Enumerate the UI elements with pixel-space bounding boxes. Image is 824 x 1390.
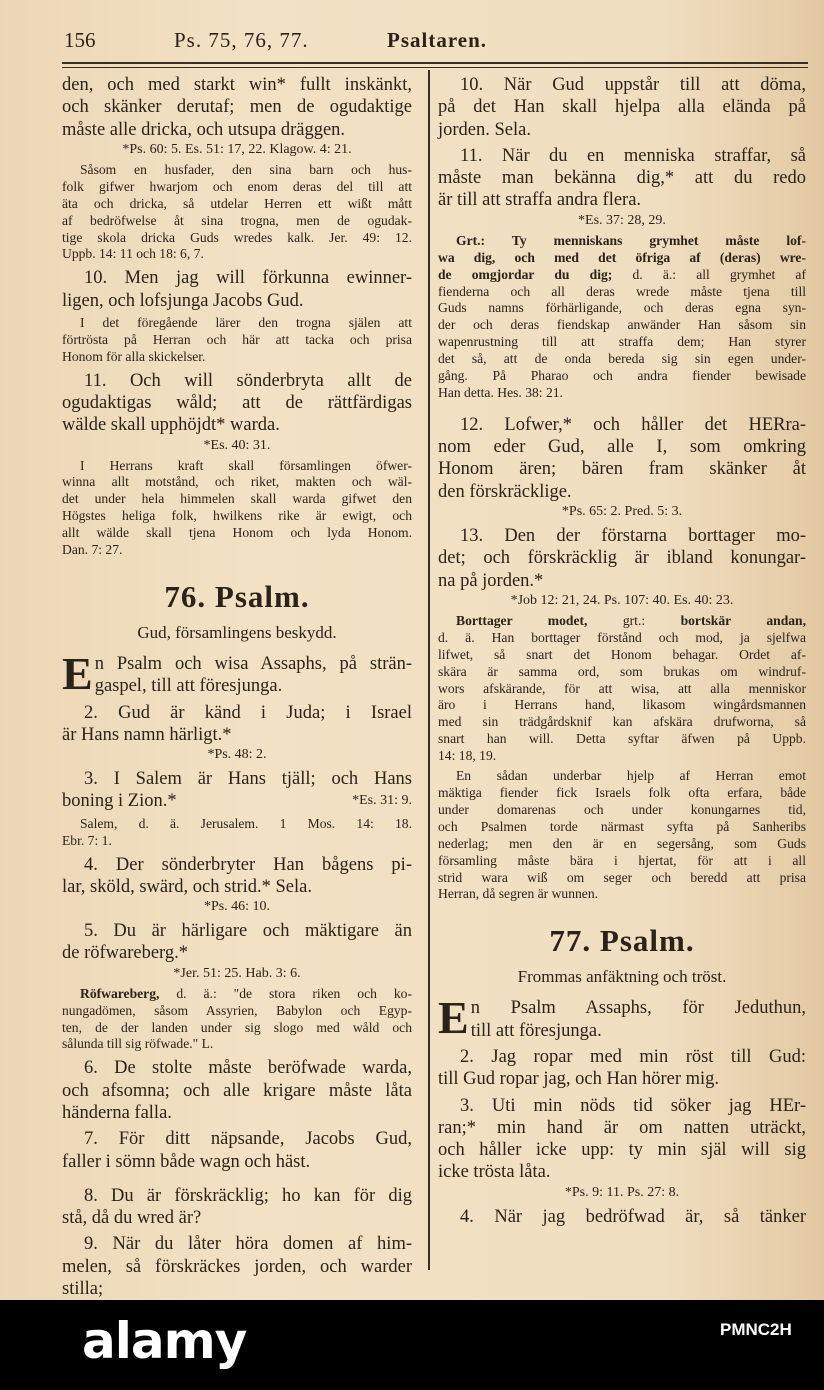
verse (62, 1128, 412, 1173)
chapter-range: Ps. 75, 76, 77. (174, 28, 309, 52)
text-line: faller i sömn både wagn och häst. (62, 1151, 311, 1172)
commentary-note (62, 816, 412, 850)
commentary-note (62, 986, 412, 1054)
text-line: händerna falla. (62, 1102, 172, 1123)
verse (62, 702, 412, 747)
text-line: nederlag; men den är en segersång, som Guds (438, 835, 806, 851)
verse (62, 1233, 412, 1300)
text-line: melen, så förskräckes jorden, och warder (62, 1256, 412, 1277)
verse (438, 1095, 806, 1184)
commentary-note (438, 613, 806, 765)
psalm-subtitle: Gud, församlingens beskydd. (137, 622, 337, 642)
text-line: är Hans namn härligt.* (62, 724, 232, 745)
text-segment: d. ä.: "de stora riken och ko- (159, 985, 412, 1001)
verse (62, 267, 412, 312)
cross-reference: *Jer. 51: 25. Hab. 3: 6. (173, 965, 301, 981)
commentary-note (62, 315, 412, 366)
verse (62, 768, 412, 813)
text-line: 2. Gud är känd i Juda; i Israel (84, 702, 412, 723)
text-line: till Gud ropar jag, och Han hörer mig. (438, 1069, 720, 1090)
bold-term: bortskär andan, (680, 612, 807, 628)
text-line: 9. När du låter höra domen af him- (84, 1234, 412, 1255)
text-line: 6. De stolte måste beröfwade warda, (84, 1058, 412, 1079)
text-line: Honom ären; bären fram skänker åt (438, 459, 806, 480)
text-line: de röfwareberg.* (62, 943, 189, 964)
text-line: boning i Zion.* (62, 791, 177, 812)
text-line: I det föregående lärer den trogna själen att (80, 314, 412, 330)
text-line: det; och förskräcklig är ibland konungar- (438, 548, 806, 569)
text-line: med sin trädgårdsknif kan afskära drufworna, så (438, 714, 806, 730)
text-line: lifwet, så snart det Honom behagar. Ordet af- (438, 646, 806, 662)
text-line: gång. På Pharao och andra fiender bewisade (438, 368, 806, 384)
text-line: äro i Herrans hand, likasom wingårdsmannen (438, 697, 806, 713)
cross-reference: *Es. 37: 28, 29. (578, 212, 666, 228)
cross-reference: *Ps. 9: 11. Ps. 27: 8. (564, 1184, 680, 1200)
text-line: na på jorden.* (438, 570, 544, 591)
text-line: ran;* min hand är om natten uträckt, (438, 1117, 806, 1138)
text-line: lar, sköld, swärd, och strid.* Sela. (62, 876, 312, 897)
page-number: 156 (64, 28, 96, 52)
psalm-heading: 76. Psalm. (164, 578, 310, 614)
commentary-note (62, 458, 412, 559)
text-line: Såsom en husfader, den sina barn och hus- (80, 161, 412, 177)
text-line: Dan. 7: 27. (62, 542, 123, 558)
text-line: wors afskärande, för att wisa, att alla menniskor (438, 680, 806, 696)
alamy-logo: alamy (82, 1312, 247, 1370)
verse (62, 370, 412, 437)
text-line: och håller icke upp: ty min själ will sig (438, 1140, 806, 1161)
text-line: Guds namns förhärligande, och deras egna syn- (438, 300, 806, 316)
text-line: folk gifwer hwarjom och enom deras del till att (62, 178, 412, 194)
text-line: 10. Men jag will förkunna ewinner- (84, 268, 412, 289)
text-line: 11. När du en menniska straffar, så (460, 145, 806, 166)
cross-reference: *Es. 31: 9. (352, 793, 412, 809)
text-line: 10. När Gud uppstår till att döma, (460, 75, 806, 95)
image-code: PMNC2H (720, 1320, 792, 1339)
cross-reference: *Ps. 60: 5. Es. 51: 17, 22. Klagow. 4: 21. (122, 141, 352, 157)
text-line: nom eder Gud, alle I, som omkring (438, 437, 806, 458)
cross-reference: *Ps. 48: 2. (207, 747, 267, 763)
text-line: 12. Lofwer,* och håller det HERra- (460, 414, 806, 435)
text-line: 4. Der sönderbryter Han bågens pi- (84, 854, 412, 875)
text-line: En sådan underbar hjelp af Herran emot (456, 768, 806, 784)
text-line: det under hela himmelen skall warda gifwet den (62, 491, 412, 507)
text-line: der och deras fiendskap anwänder Han såsom sin (438, 317, 806, 333)
cross-reference: *Job 12: 21, 24. Ps. 107: 40. Es. 40: 23. (510, 592, 734, 608)
commentary-note (438, 768, 806, 903)
text-line: 13. Den der förstarna borttager mo- (460, 526, 806, 547)
text-line: måste alle dricka, och utsupa dräggen. (62, 119, 346, 140)
text-line: n Psalm Assaphs, för Jeduthun, (470, 998, 806, 1019)
verse (62, 74, 412, 141)
column-divider (428, 70, 430, 1270)
text-line (438, 613, 806, 630)
cross-reference: *Es. 40: 31. (203, 437, 271, 453)
text-line: tige skola dricka Guds wredes kalk. Jer. 49: 12. (62, 229, 412, 245)
text-line: gaspel, till att föresjunga. (94, 676, 283, 697)
text-line: ligen, och lofsjunga Jacobs Gud. (62, 290, 304, 311)
text-line: Han detta. Hes. 38: 21. (438, 384, 563, 400)
drop-cap-initial: E (438, 992, 469, 1044)
text-line: nungadömen, såsom Assyrien, Babylon och Egyp- (62, 1002, 412, 1018)
text-line: 14: 18, 19. (438, 748, 497, 764)
text-line: Ebr. 7: 1. (62, 832, 112, 848)
text-line: winna allt motstånd, och riket, makten och wäl- (62, 474, 412, 490)
text-line: jorden. Sela. (438, 119, 531, 140)
text-line: 4. När jag bedröfwad är, så tänker (460, 1206, 806, 1227)
text-line: icke trösta låta. (438, 1162, 551, 1183)
text-segment: grt.: (587, 612, 681, 628)
text-line: Herran, då segren är wunnen. (438, 886, 599, 902)
text-line (438, 250, 806, 267)
text-line (62, 986, 412, 1003)
bold-term: Borttager modet, (456, 612, 588, 628)
text-line: 2. Jag ropar med min röst till Gud: (460, 1046, 806, 1067)
verse (438, 525, 806, 592)
text-segment: d. ä.: all grymhet af (612, 266, 806, 282)
text-line: 3. Uti min nöds tid söker jag HEr- (460, 1095, 806, 1116)
text-line: stå, då du wred är? (62, 1208, 202, 1229)
bold-term: wa dig, och med det öfriga af (deras) wre- (438, 249, 806, 265)
text-line: n Psalm och wisa Assaphs, på strän- (94, 653, 412, 674)
text-line: I Herrans kraft skall församlingen öfwer- (80, 457, 412, 473)
text-line: sålunda till sig röfwade." L. (62, 1036, 214, 1052)
text-line: fienderna och all deras wrede måste tjena till (438, 283, 806, 299)
cross-reference: *Ps. 65: 2. Pred. 5: 3. (561, 504, 683, 520)
text-line: det så, att de onda bereda sig sin egen under- (438, 351, 806, 367)
text-line (438, 267, 806, 284)
book-title: Psaltaren. (387, 28, 488, 52)
text-line: och skänker derutaf; men de ogudaktige (62, 97, 412, 118)
text-line: äta och dricka, så utdelar Herren ett wißt mått (62, 195, 412, 211)
psalm-heading: 77. Psalm. (549, 923, 695, 959)
text-line: Högstes heliga folk, hwilkens rike är ewigt, och (62, 508, 412, 524)
header-rule (62, 62, 808, 64)
bold-term: Grt.: Ty menniskans grymhet måste lof- (456, 232, 806, 248)
text-line: d. ä. Han borttager förstånd och mod, ja sjelfwa (438, 629, 806, 645)
text-line: församling måste bära i hjertat, för att i all (438, 852, 806, 868)
text-line: Uppb. 14: 11 och 18: 6, 7. (62, 246, 204, 262)
text-line: wapenrustning till att straffa dem; Han styrer (438, 334, 806, 350)
text-line: den förskräcklige. (438, 481, 572, 502)
verse (438, 1046, 806, 1091)
verse (438, 145, 806, 212)
text-line (438, 233, 806, 250)
text-line: strid wara wiß om seger och beredd att prisa (438, 869, 806, 885)
verse (62, 920, 412, 965)
text-line: skära är samma ord, som brukas om windruf- (438, 663, 806, 679)
text-line: Salem, d. ä. Jerusalem. 1 Mos. 14: 18. (80, 815, 412, 831)
verse (438, 1206, 806, 1228)
right-column (438, 70, 806, 1228)
cross-reference: *Ps. 46: 10. (203, 899, 271, 915)
text-line: förtrösta på Herran och här att tacka och prisa (62, 331, 412, 347)
verse (438, 414, 806, 503)
text-line: till att föresjunga. (470, 1020, 602, 1041)
text-line: stilla; (62, 1279, 104, 1300)
header-rule-thin (62, 67, 808, 68)
watermark-bar (0, 1300, 824, 1390)
text-line: den, och med starkt win* fullt inskänkt, (62, 75, 412, 95)
running-header (62, 28, 808, 58)
psalm-subtitle: Frommas anfäktning och tröst. (517, 967, 727, 987)
text-line: måste man bekänna dig,* att du redo (438, 168, 806, 189)
commentary-note (438, 233, 806, 402)
text-line: allt wälde skall tjena Honom och lyda Honom. (62, 525, 412, 541)
text-line: mäktiga fiender fick Israels folk ofta erfara, både (438, 784, 806, 800)
text-line: snart han will. Detta syftar äfwen på Uppb. (438, 731, 806, 747)
text-line (62, 790, 412, 812)
text-line: och afsomna; och alle krigare måste låta (62, 1080, 412, 1101)
left-column (62, 70, 412, 1300)
text-line: af bedröfwelse åt sina trogna, men de ogudak- (62, 212, 412, 228)
verse (62, 1185, 412, 1230)
text-line: på det Han skall hjelpa alla elända på (438, 97, 806, 118)
bold-term: Röfwareberg, (80, 985, 160, 1001)
text-line: 5. Du är härligare och mäktigare än (84, 921, 412, 942)
text-line: wälde skall upphöjdt* warda. (62, 415, 280, 436)
text-line: 8. Du är förskräcklig; ho kan för dig (84, 1185, 412, 1206)
verse (438, 74, 806, 141)
verse (62, 854, 412, 899)
text-line: Honom för alla skickelser. (62, 348, 206, 364)
drop-cap-initial: E (62, 647, 93, 699)
text-line: ogudaktigas wåld; att de rättfärdigas (62, 392, 412, 413)
text-line: och Psalmen torde närmast syfta på Sanheribs (438, 818, 806, 834)
text-line: är till att straffa andra flera. (438, 190, 642, 211)
text-line: ten, de der landen under sig slogo med wåld och (62, 1019, 412, 1035)
text-line: 3. I Salem är Hans tjäll; och Hans (84, 769, 412, 790)
commentary-note (62, 162, 412, 263)
text-line: under domarenas och under konungarnes tid, (438, 801, 806, 817)
text-line: 7. För ditt näpsande, Jacobs Gud, (84, 1129, 412, 1150)
verse (62, 1057, 412, 1124)
verse (438, 992, 806, 1044)
text-line: 11. Och will sönderbryta allt de (84, 370, 412, 391)
verse (62, 647, 412, 699)
bold-term: de omgjordar du dig; (438, 266, 613, 282)
